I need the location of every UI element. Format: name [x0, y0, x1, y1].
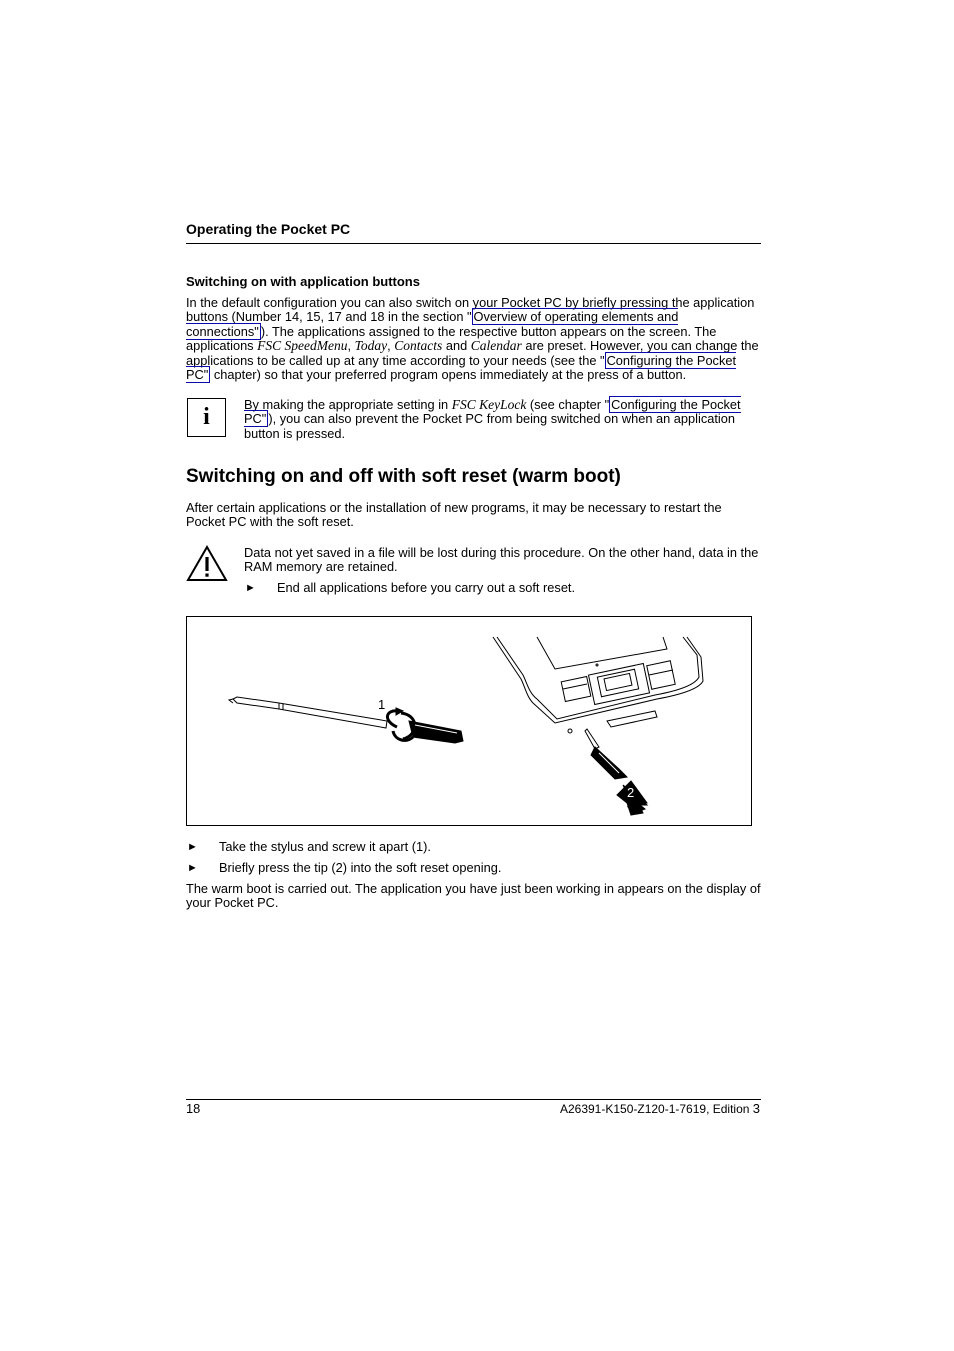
soft-reset-intro: After certain applications or the installation of new programs, it may be necessary to restart the Pocket PC with the soft reset.	[186, 500, 722, 530]
info-icon-letter: i	[203, 404, 210, 430]
app-name-today: Today	[354, 338, 388, 354]
figure-label-2: 2	[627, 785, 635, 800]
paragraph-text: are preset. However, you can change the applications to be called up at any time according to your needs (see the "	[186, 338, 759, 368]
step-text: Briefly press the tip (2) into the soft reset opening.	[219, 860, 502, 875]
bullet-marker: ►	[187, 862, 198, 874]
edition-number: 3	[752, 1101, 760, 1116]
subheading-application-buttons: Switching on with application buttons	[186, 274, 420, 289]
stylus-drawing	[229, 697, 463, 743]
info-icon	[187, 398, 226, 437]
app-name-speedmenu: FSC SpeedMenu	[257, 338, 348, 354]
soft-reset-drawing	[187, 617, 751, 825]
footer-rule	[186, 1099, 761, 1100]
step-item-1	[187, 840, 747, 856]
bullet-marker: ►	[245, 582, 256, 594]
info-note-text	[244, 398, 761, 441]
app-name-calendar: Calendar	[470, 338, 522, 354]
figure-label-1: 1	[378, 697, 386, 712]
bullet-marker: ►	[187, 841, 198, 853]
warning-triangle-icon	[186, 545, 228, 582]
step-text: Take the stylus and screw it apart (1).	[219, 839, 431, 854]
note-text: By making the appropriate setting in	[244, 397, 452, 412]
document-code-text: A26391-K150-Z120-1-7619, Edition	[559, 1102, 753, 1116]
paragraph-text: chapter) so that your preferred program opens immediately at the press of a button.	[210, 367, 687, 383]
step-item-2	[187, 861, 747, 877]
app-name-keylock: FSC KeyLock	[451, 397, 527, 412]
page-number: 18	[186, 1101, 201, 1116]
header-rule	[186, 243, 761, 244]
soft-reset-illustration	[186, 616, 752, 826]
application-buttons-paragraph	[186, 296, 762, 382]
app-name-contacts: Contacts	[394, 338, 443, 354]
paragraph-text: ). The applications assigned to the respective button appears on the screen. The applications	[186, 323, 717, 354]
separator: ,	[387, 338, 395, 354]
warning-text: Data not yet saved in a file will be lost during this procedure. On the other hand, data in the RAM memory are retained.	[244, 545, 759, 575]
conjunction: and	[442, 338, 471, 354]
link-configuring-pocket-pc-note[interactable]: Configuring the Pocket PC"	[244, 397, 741, 427]
pocket-pc-drawing	[493, 637, 703, 733]
warning-bullet	[245, 581, 745, 597]
note-text: ), you can also prevent the Pocket PC from being switched on when an application button is pressed.	[244, 411, 735, 441]
section-title-soft-reset: Switching on and off with soft reset (warm boot)	[186, 466, 621, 487]
running-header-title: Operating the Pocket PC	[186, 221, 351, 237]
document-code	[560, 1101, 760, 1116]
separator: ,	[347, 338, 355, 354]
link-overview-operating-elements[interactable]: Overview of operating elements and connections"	[186, 309, 679, 339]
link-configuring-pocket-pc[interactable]: Configuring the Pocket PC"	[186, 352, 737, 383]
paragraph-text: In the default configuration you can also switch on your Pocket PC by briefly pressing the application buttons (Number 14, 15, 17 and 18 in the section "	[186, 295, 755, 325]
stylus-tip-drawing	[585, 729, 647, 815]
note-text: (see chapter "	[526, 397, 610, 412]
result-paragraph: The warm boot is carried out. The application you have just been working in appears on the display of your Pocket PC.	[186, 881, 761, 911]
warning-bullet-text: End all applications before you carry out a soft reset.	[277, 580, 576, 595]
